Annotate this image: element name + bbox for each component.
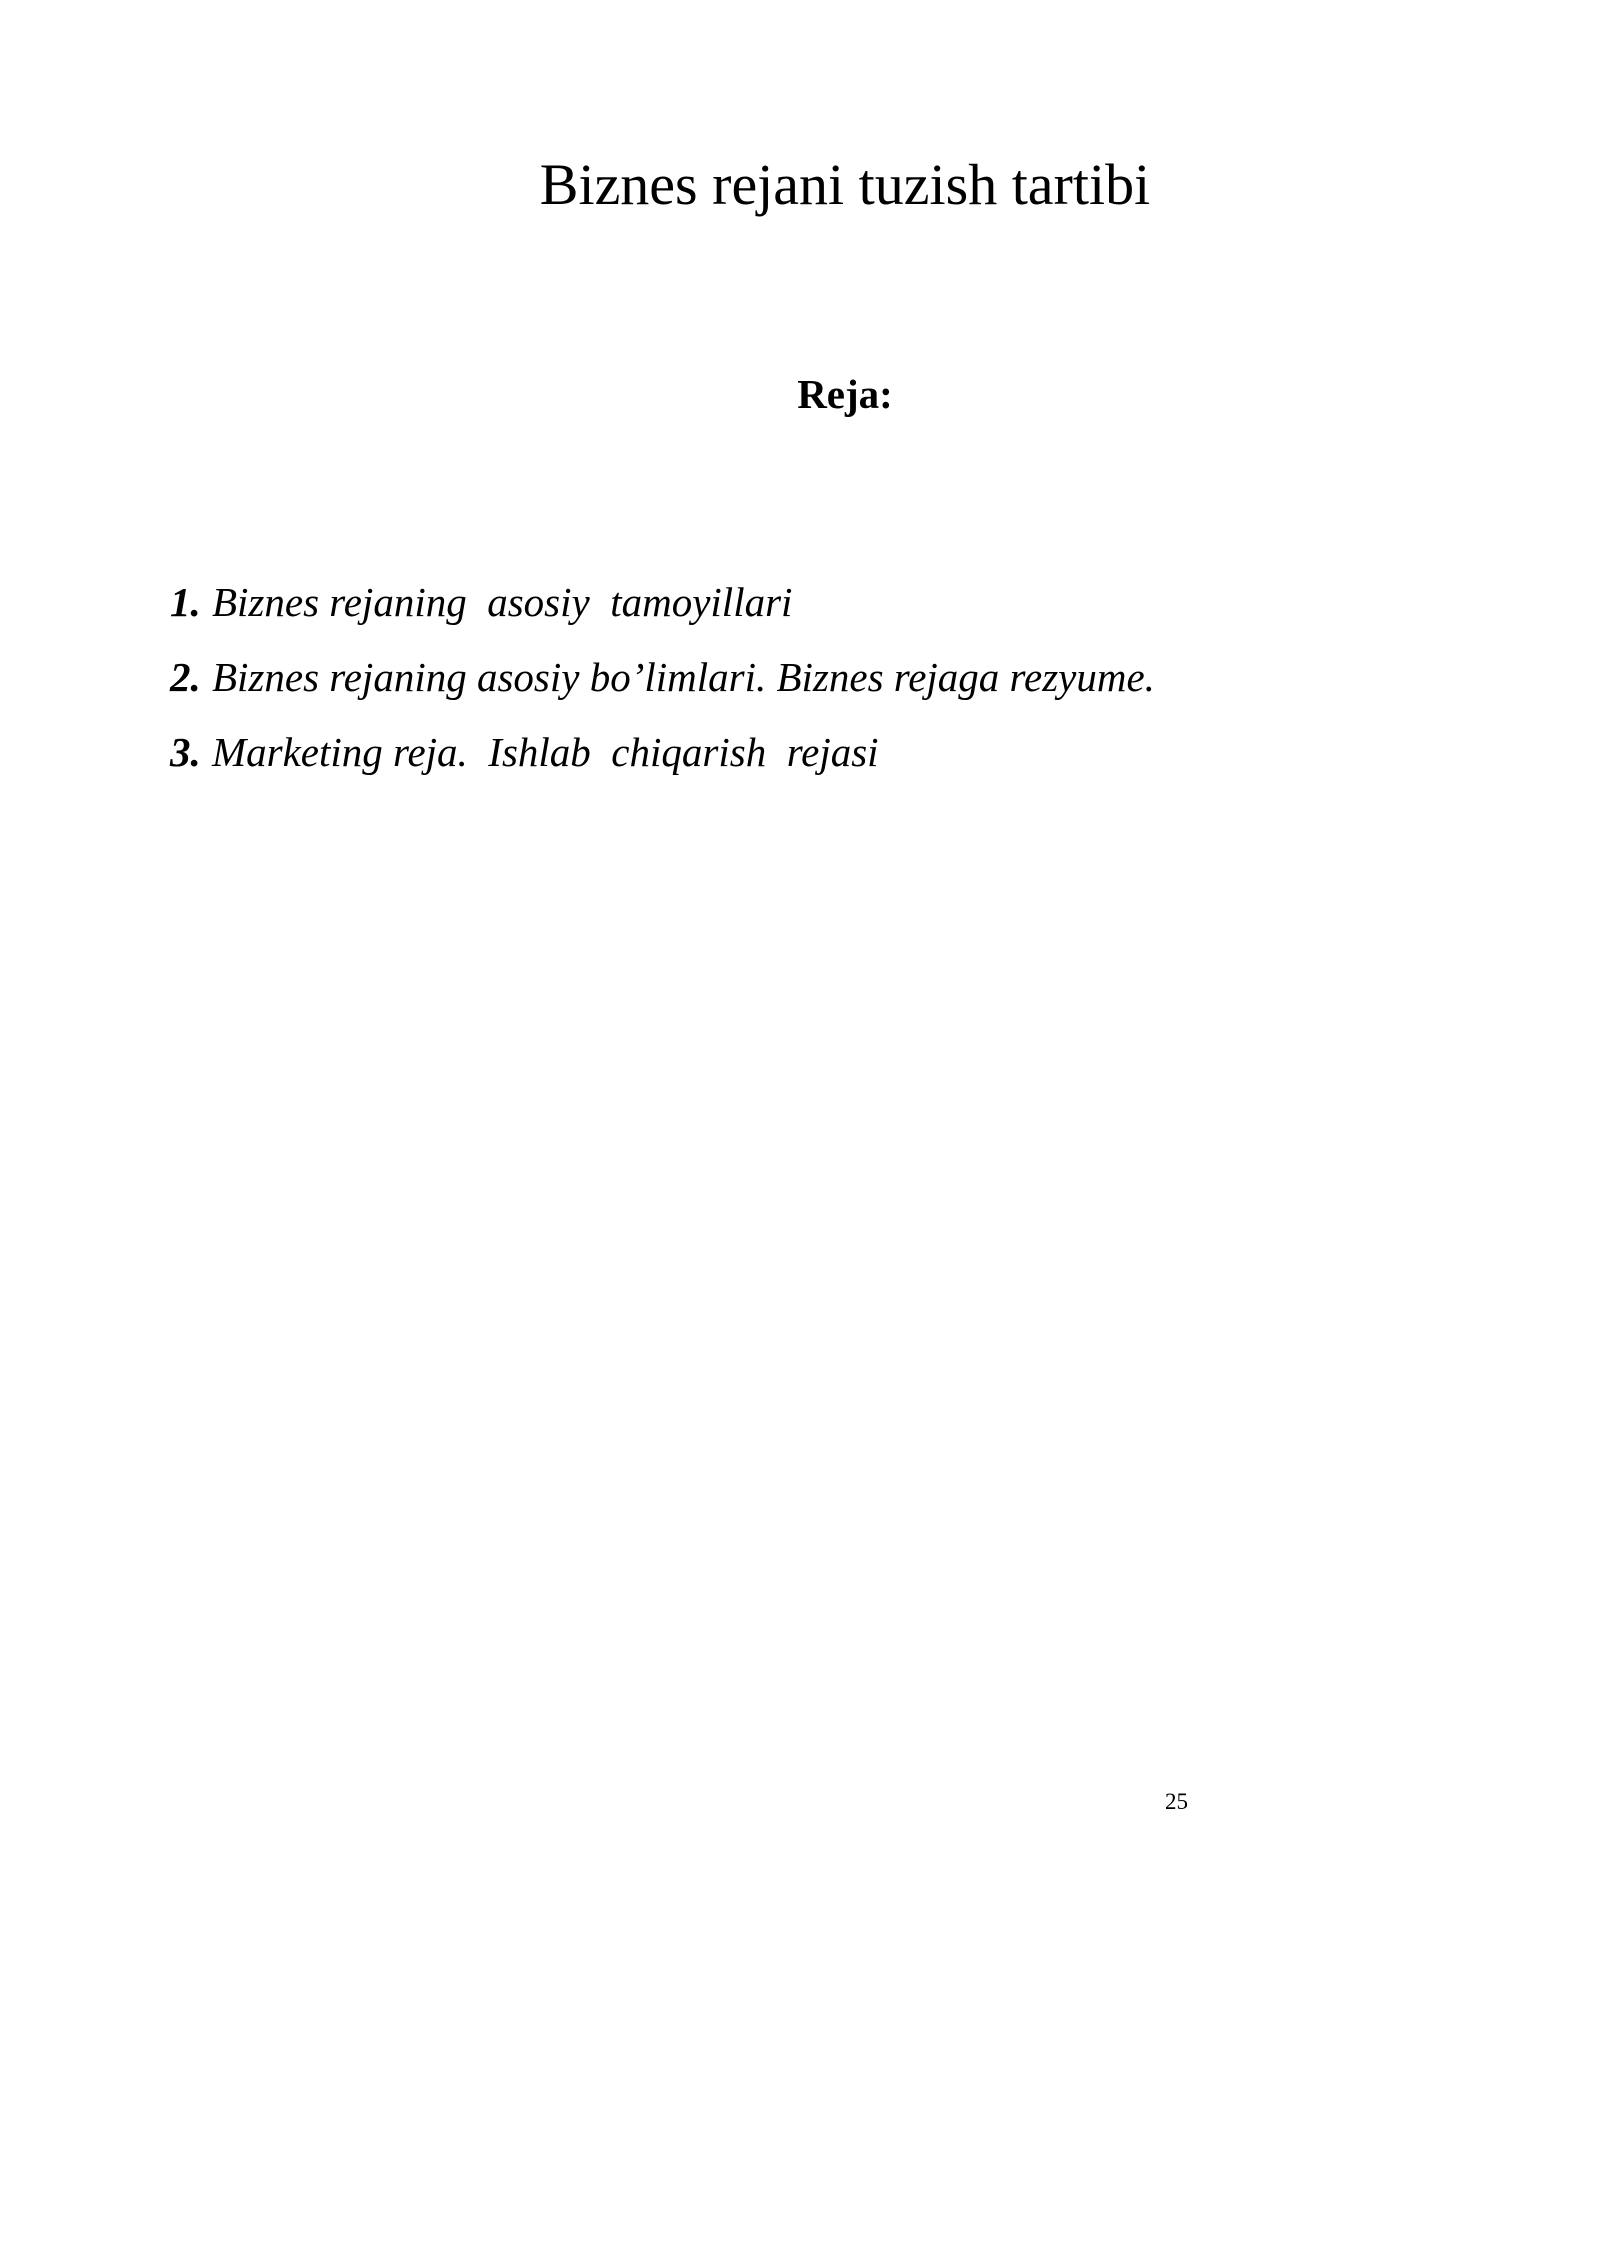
plan-list [170, 565, 1470, 790]
plan-item [170, 640, 1470, 715]
plan-item [170, 565, 1470, 640]
plan-heading: Reja: [797, 371, 893, 417]
plan-item-text: Biznes rejaning asosiy tamoyillari [212, 579, 793, 625]
plan-item-text: Marketing reja. Ishlab chiqarish rejasi [212, 729, 879, 775]
plan-item-number: 2. [170, 654, 201, 700]
page-title: Biznes rejani tuzish tartibi [539, 152, 1151, 217]
plan-item-number: 1. [170, 579, 201, 625]
plan-item [170, 715, 1470, 790]
plan-item-text: Biznes rejaning asosiy bo’limlari. Biznes rejaga rezyume. [212, 654, 1155, 700]
page-number: 25 [1165, 1789, 1188, 1814]
plan-item-number: 3. [170, 729, 201, 775]
